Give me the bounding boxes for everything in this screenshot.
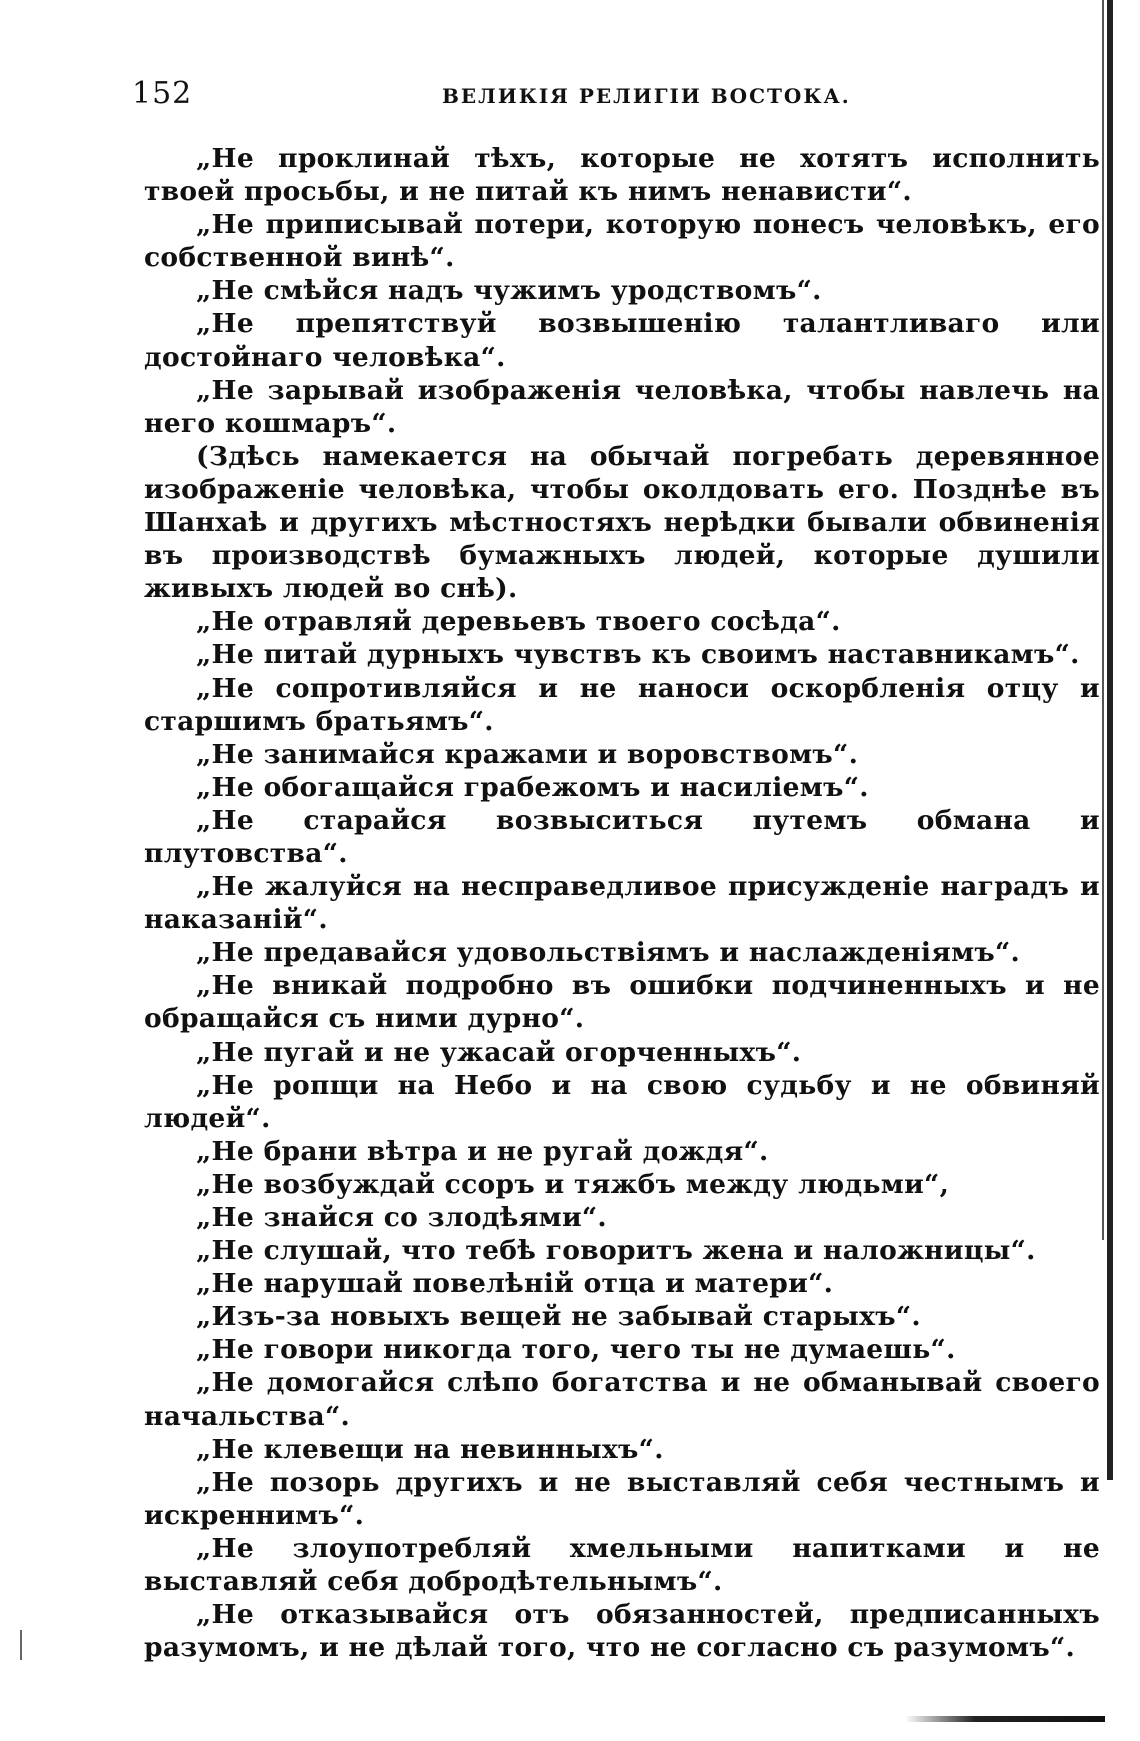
- paragraph: „Не зарывай изображенія человѣка, чтобы навлечь на него кошмаръ“.: [144, 374, 1100, 439]
- paragraph: „Не предавайся удовольствіямъ и наслажденіямъ“.: [196, 937, 1021, 969]
- paragraph: (Здѣсь намекается на обычай погребать деревянное изображеніе человѣка, чтобы околдовать его. Позднѣе въ Шанхаѣ и другихъ мѣстностяхъ нерѣдки бывали обвиненія въ производствѣ бумажныхъ людей, которые душили живыхъ людей во снѣ).: [144, 440, 1100, 605]
- page-edge-line: [1102, 0, 1104, 1240]
- paragraph: „Не обогащайся грабежомъ и насиліемъ“.: [196, 771, 869, 803]
- paragraph: „Не говори никогда того, чего ты не думаешь“.: [196, 1334, 956, 1366]
- paragraph: „Не слушай, что тебѣ говоритъ жена и наложницы“.: [196, 1235, 1036, 1267]
- page-header: [132, 76, 1092, 116]
- paragraph: „Не проклинай тѣхъ, которые не хотятъ исполнить твоей просьбы, и не питай къ нимъ ненависти“.: [144, 143, 1100, 208]
- paragraph: „Не клевещи на невинныхъ“.: [196, 1433, 664, 1465]
- paragraph: „Не возбуждай ссоръ и тяжбъ между людьми“,: [196, 1168, 950, 1200]
- page-edge-shadow: [1107, 0, 1113, 1480]
- body-text: [144, 142, 1100, 1664]
- paragraph: „Не приписывай потери, которую понесъ человѣкъ, его собственной винѣ“.: [144, 209, 1100, 274]
- paragraph: „Не сопротивляйся и не наноси оскорбленія отцу и старшимъ братьямъ“.: [144, 672, 1100, 737]
- scan-mark: [20, 1630, 22, 1660]
- paragraph: „Не занимайся кражами и воровствомъ“.: [196, 738, 859, 770]
- paragraph: „Не отказывайся отъ обязанностей, предписанныхъ разумомъ, и не дѣлай того, что не согласно съ разумомъ“.: [144, 1599, 1100, 1664]
- paragraph: „Не знайся со злодѣями“.: [196, 1202, 607, 1233]
- paragraph: „Не ропщи на Небо и на свою судьбу и не обвиняй людей“.: [144, 1069, 1100, 1134]
- page-number: 152: [132, 76, 193, 111]
- paragraph: „Не позорь другихъ и не выставляй себя честнымъ и искреннимъ“.: [144, 1466, 1100, 1531]
- paragraph: „Не старайся возвыситься путемъ обмана и плутовства“.: [144, 804, 1100, 869]
- paragraph: „Не пугай и не ужасай огорченныхъ“.: [196, 1036, 802, 1068]
- paragraph: „Не препятствуй возвышенію талантливаго или достойнаго человѣка“.: [144, 308, 1100, 373]
- paragraph: „Не нарушай повелѣній отца и матери“.: [196, 1268, 834, 1300]
- paragraph: „Не злоупотребляй хмельными напитками и не выставляй себя добродѣтельнымъ“.: [144, 1532, 1100, 1598]
- paragraph: „Изъ-за новыхъ вещей не забывай старыхъ“.: [196, 1301, 921, 1333]
- paragraph: „Не питай дурныхъ чувствъ къ своимъ наставникамъ“.: [196, 639, 1080, 671]
- running-head: ВЕЛИКІЯ РЕЛИГІИ ВОСТОКА.: [442, 84, 851, 108]
- paragraph: „Не отравляй деревьевъ твоего сосѣда“.: [196, 606, 841, 638]
- paragraph: „Не смѣйся надъ чужимъ уродствомъ“.: [196, 275, 822, 307]
- paragraph: „Не вникай подробно въ ошибки подчиненныхъ и не обращайся съ ними дурно“.: [144, 970, 1100, 1035]
- scan-smudge: [905, 1716, 1105, 1722]
- paragraph: „Не жалуйся на несправедливое присужденіе наградъ и наказаній“.: [144, 871, 1100, 936]
- paragraph: „Не домогайся слѣпо богатства и не обманывай своего начальства“.: [144, 1367, 1100, 1432]
- paragraph: „Не брани вѣтра и не ругай дождя“.: [196, 1135, 769, 1167]
